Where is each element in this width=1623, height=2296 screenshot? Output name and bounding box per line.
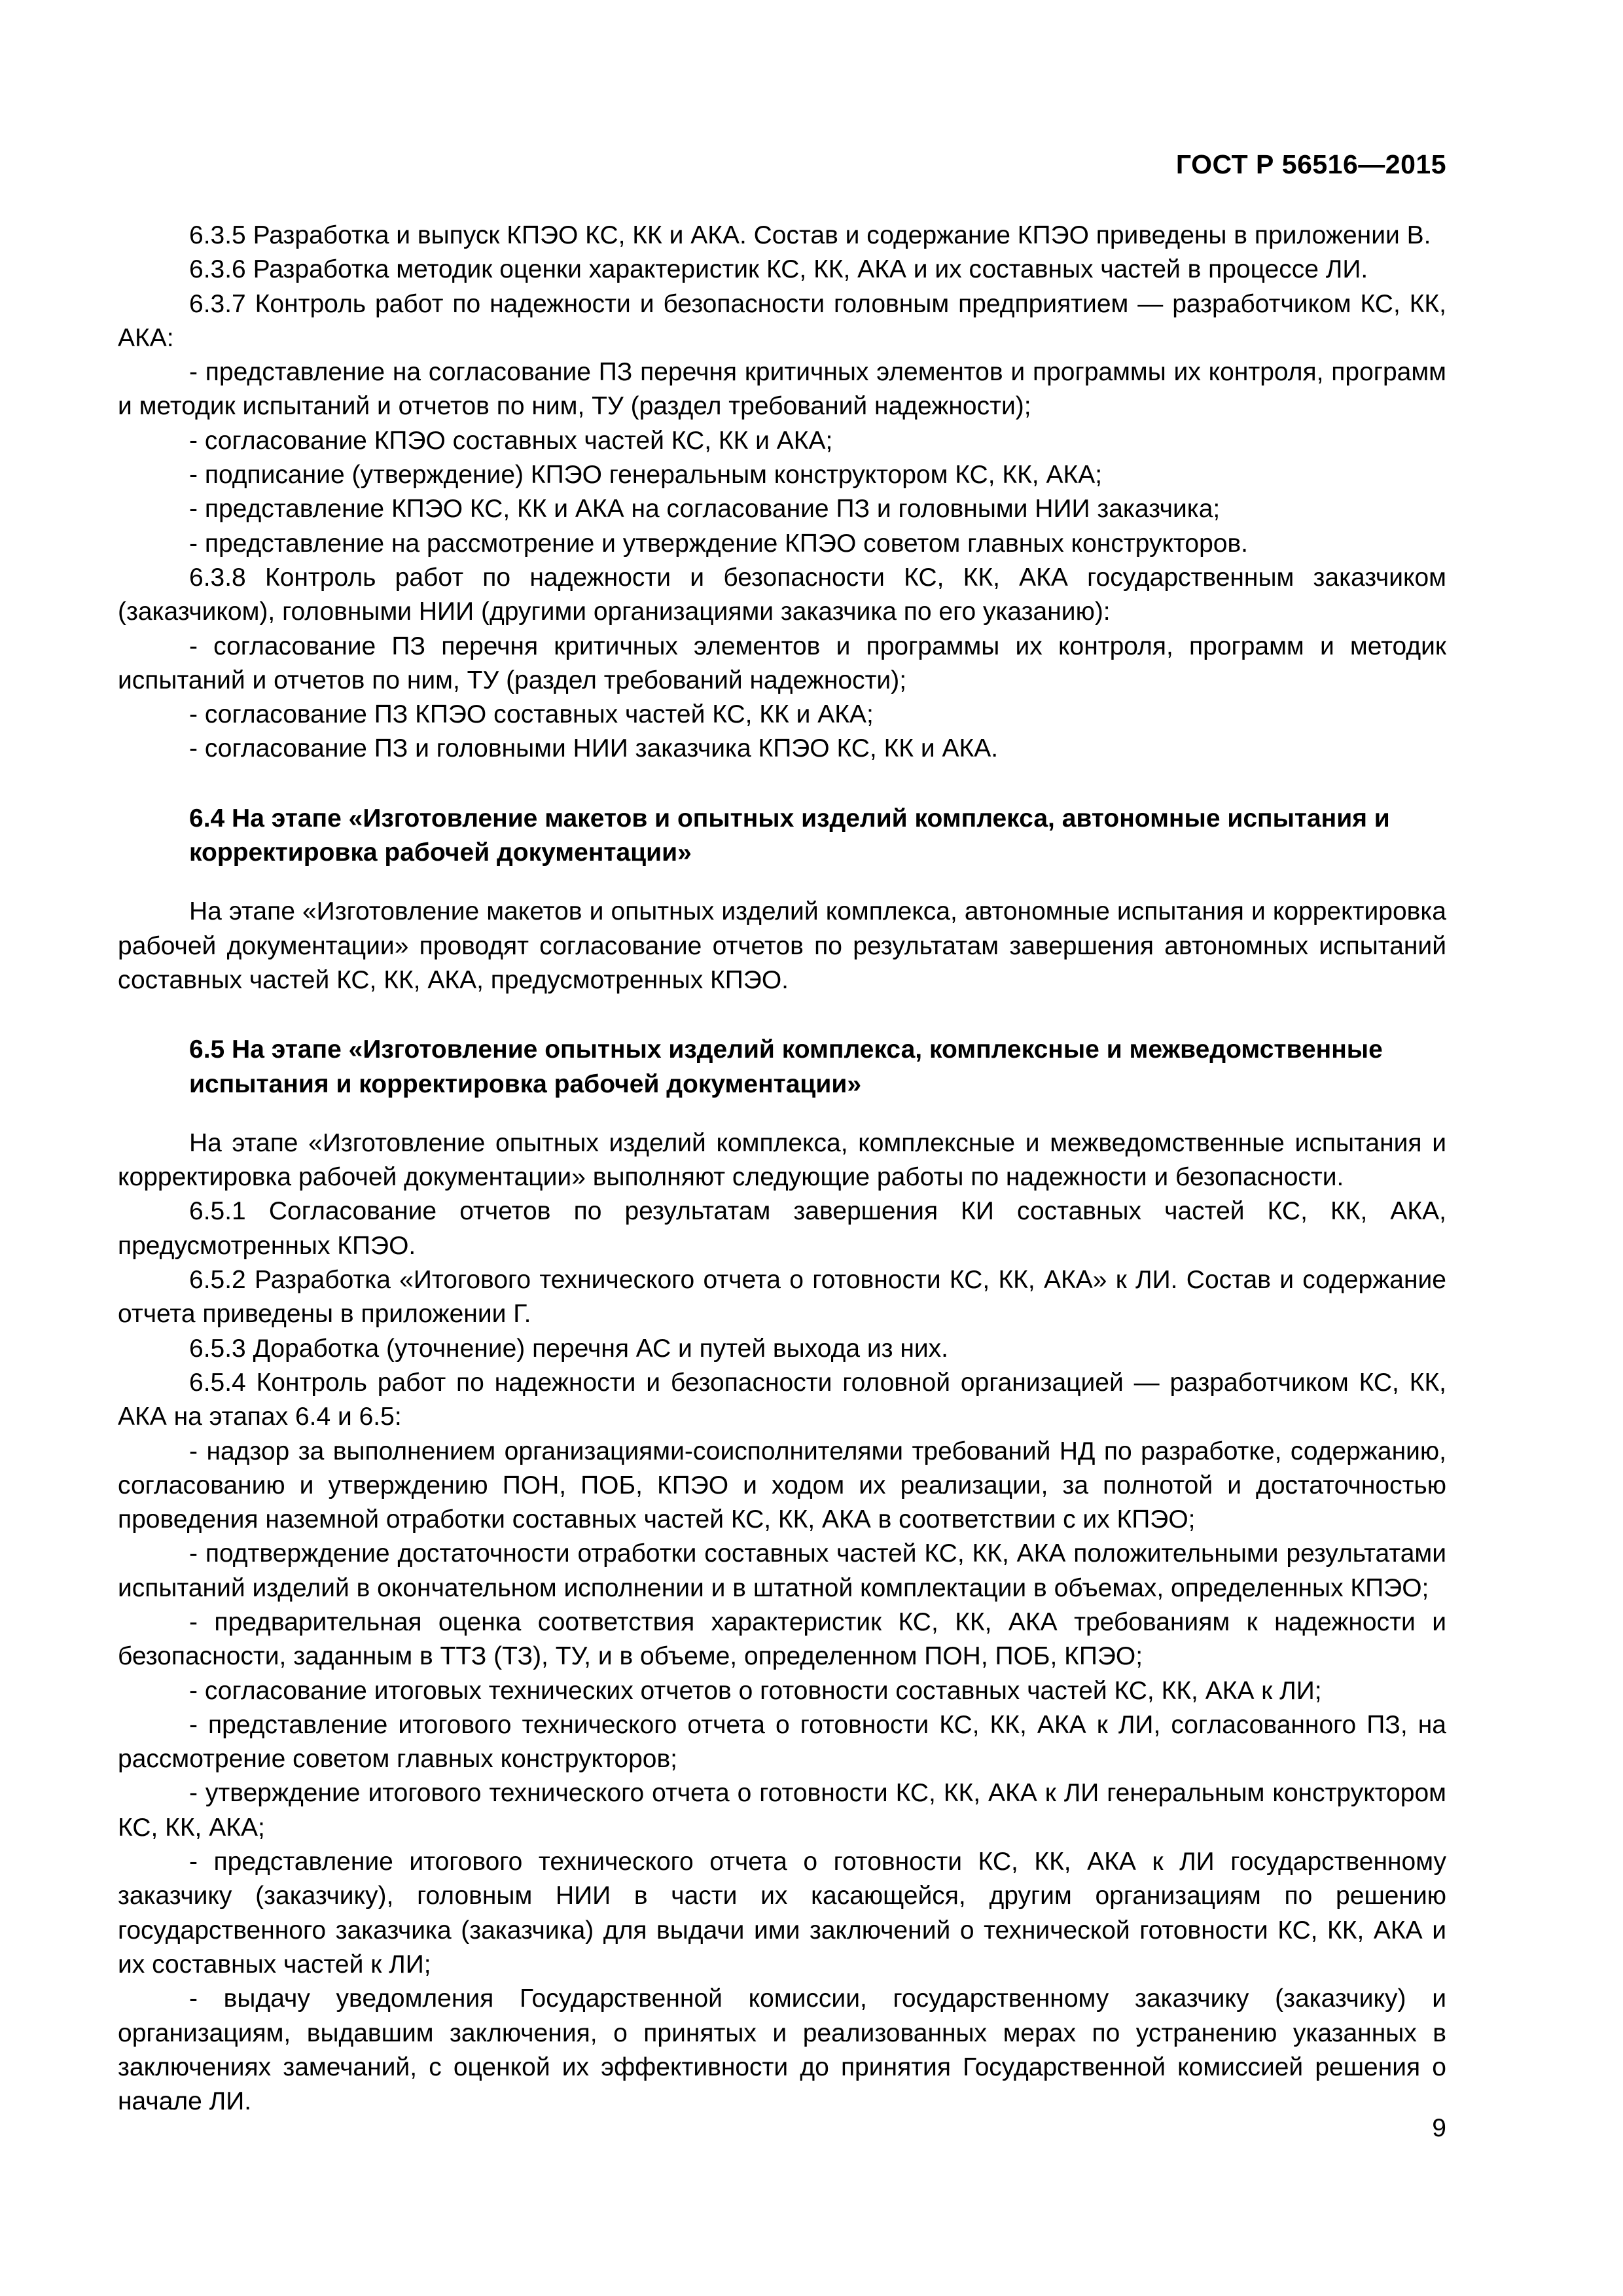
paragraph: 6.3.8 Контроль работ по надежности и безопасности КС, КК, АКА государственным заказчиком (заказчиком), головными НИИ (другими организациями заказчика по его указанию): — [118, 563, 1446, 626]
page-number: 9 — [1432, 2114, 1446, 2142]
paragraph: На этапе «Изготовление опытных изделий комплекса, комплексные и межведомственные испытания и корректировка рабочей документации» выполняют следующие работы по надежности и безопасности. — [118, 1128, 1446, 1192]
paragraph: 6.3.5 Разработка и выпуск КПЭО КС, КК и АКА. Состав и содержание КПЭО приведены в приложении В. — [189, 221, 1431, 249]
paragraph: - представление итогового технического отчета о готовности КС, КК, АКА к ЛИ государственному заказчику (заказчику), головным НИИ в части их касающейся, другим организациям по решению государственного заказчика (заказчика) для выдачи ими заключений о технической готовности КС, КК, АКА и их составных частей к ЛИ; — [118, 1848, 1446, 1979]
paragraph: 6.5.4 Контроль работ по надежности и безопасности головной организацией — разработчиком КС, КК, АКА на этапах 6.4 и 6.5: — [118, 1368, 1446, 1431]
paragraph: - согласование ПЗ КПЭО составных частей КС, КК и АКА; — [189, 700, 874, 729]
paragraph: 6.3.6 Разработка методик оценки характеристик КС, КК, АКА и их составных частей в процессе ЛИ. — [189, 255, 1368, 284]
paragraph: На этапе «Изготовление макетов и опытных изделий комплекса, автономные испытания и корректировка рабочей документации» проводят согласование отчетов по результатам завершения автономных испытаний составных частей КС, КК, АКА, предусмотренных КПЭО. — [118, 897, 1446, 994]
paragraph: - представление КПЭО КС, КК и АКА на согласование ПЗ и головными НИИ заказчика; — [189, 495, 1221, 524]
paragraph: - представление на рассмотрение и утверждение КПЭО советом главных конструкторов. — [189, 529, 1249, 558]
section-heading: 6.5 На этапе «Изготовление опытных изделий комплекса, комплексные и межведомственные испытания и корректировка рабочей документации» — [189, 1035, 1383, 1098]
document-body — [118, 219, 1446, 2119]
section-heading: 6.4 На этапе «Изготовление макетов и опытных изделий комплекса, автономные испытания и корректировка рабочей документации» — [189, 804, 1390, 867]
paragraph: - предварительная оценка соответствия характеристик КС, КК, АКА требованиям к надежности и безопасности, заданным в ТТЗ (ТЗ), ТУ, и в объеме, определенном ПОН, ПОБ, КПЭО; — [118, 1607, 1446, 1671]
paragraph: 6.5.1 Согласование отчетов по результатам завершения КИ составных частей КС, КК, АКА, предусмотренных КПЭО. — [118, 1197, 1446, 1260]
paragraph: - выдачу уведомления Государственной комиссии, государственному заказчику (заказчику) и организациям, выдавшим заключения, о принятых и реализованных мерах по устранению указанных в заключениях замечаний, с оценкой их эффективности до принятия Государственной комиссией решения о начале ЛИ. — [118, 1984, 1446, 2116]
paragraph: 6.3.7 Контроль работ по надежности и безопасности головным предприятием — разработчиком КС, КК, АКА: — [118, 289, 1446, 352]
paragraph: - согласование КПЭО составных частей КС, КК и АКА; — [189, 426, 833, 455]
paragraph: - утверждение итогового технического отчета о готовности КС, КК, АКА к ЛИ генеральным конструктором КС, КК, АКА; — [118, 1779, 1446, 1842]
paragraph: - подписание (утверждение) КПЭО генеральным конструктором КС, КК, АКА; — [189, 461, 1103, 490]
paragraph: - согласование ПЗ перечня критичных элементов и программы их контроля, программ и методик испытаний и отчетов по ним, ТУ (раздел требований надежности); — [118, 632, 1446, 694]
paragraph: - согласование итоговых технических отчетов о готовности составных частей КС, КК, АКА к ЛИ; — [189, 1676, 1322, 1705]
paragraph: - представление на согласование ПЗ перечня критичных элементов и программы их контроля, программ и методик испытаний и отчетов по ним, ТУ (раздел требований надежности); — [118, 358, 1446, 421]
paragraph: - согласование ПЗ и головными НИИ заказчика КПЭО КС, КК и АКА. — [189, 734, 999, 763]
standard-header: ГОСТ Р 56516—2015 — [1175, 149, 1446, 179]
paragraph: - подтверждение достаточности отработки составных частей КС, КК, АКА положительными результатами испытаний изделий в окончательном исполнении и в штатной комплектации в объемах, определенных КПЭО; — [118, 1539, 1446, 1602]
paragraph: 6.5.2 Разработка «Итогового технического отчета о готовности КС, КК, АКА» к ЛИ. Состав и содержание отчета приведены в приложении Г. — [118, 1266, 1446, 1329]
paragraph: 6.5.3 Доработка (уточнение) перечня АС и путей выхода из них. — [189, 1334, 949, 1363]
paragraph: - представление итогового технического отчета о готовности КС, КК, АКА к ЛИ, согласованного ПЗ, на рассмотрение советом главных конструкторов; — [118, 1710, 1446, 1774]
paragraph: - надзор за выполнением организациями-соисполнителями требований НД по разработке, содержанию, согласованию и утверждению ПОН, ПОБ, КПЭО и ходом их реализации, за полнотой и достаточностью проведения наземной отработки составных частей КС, КК, АКА в соответствии с их КПЭО; — [118, 1437, 1446, 1534]
